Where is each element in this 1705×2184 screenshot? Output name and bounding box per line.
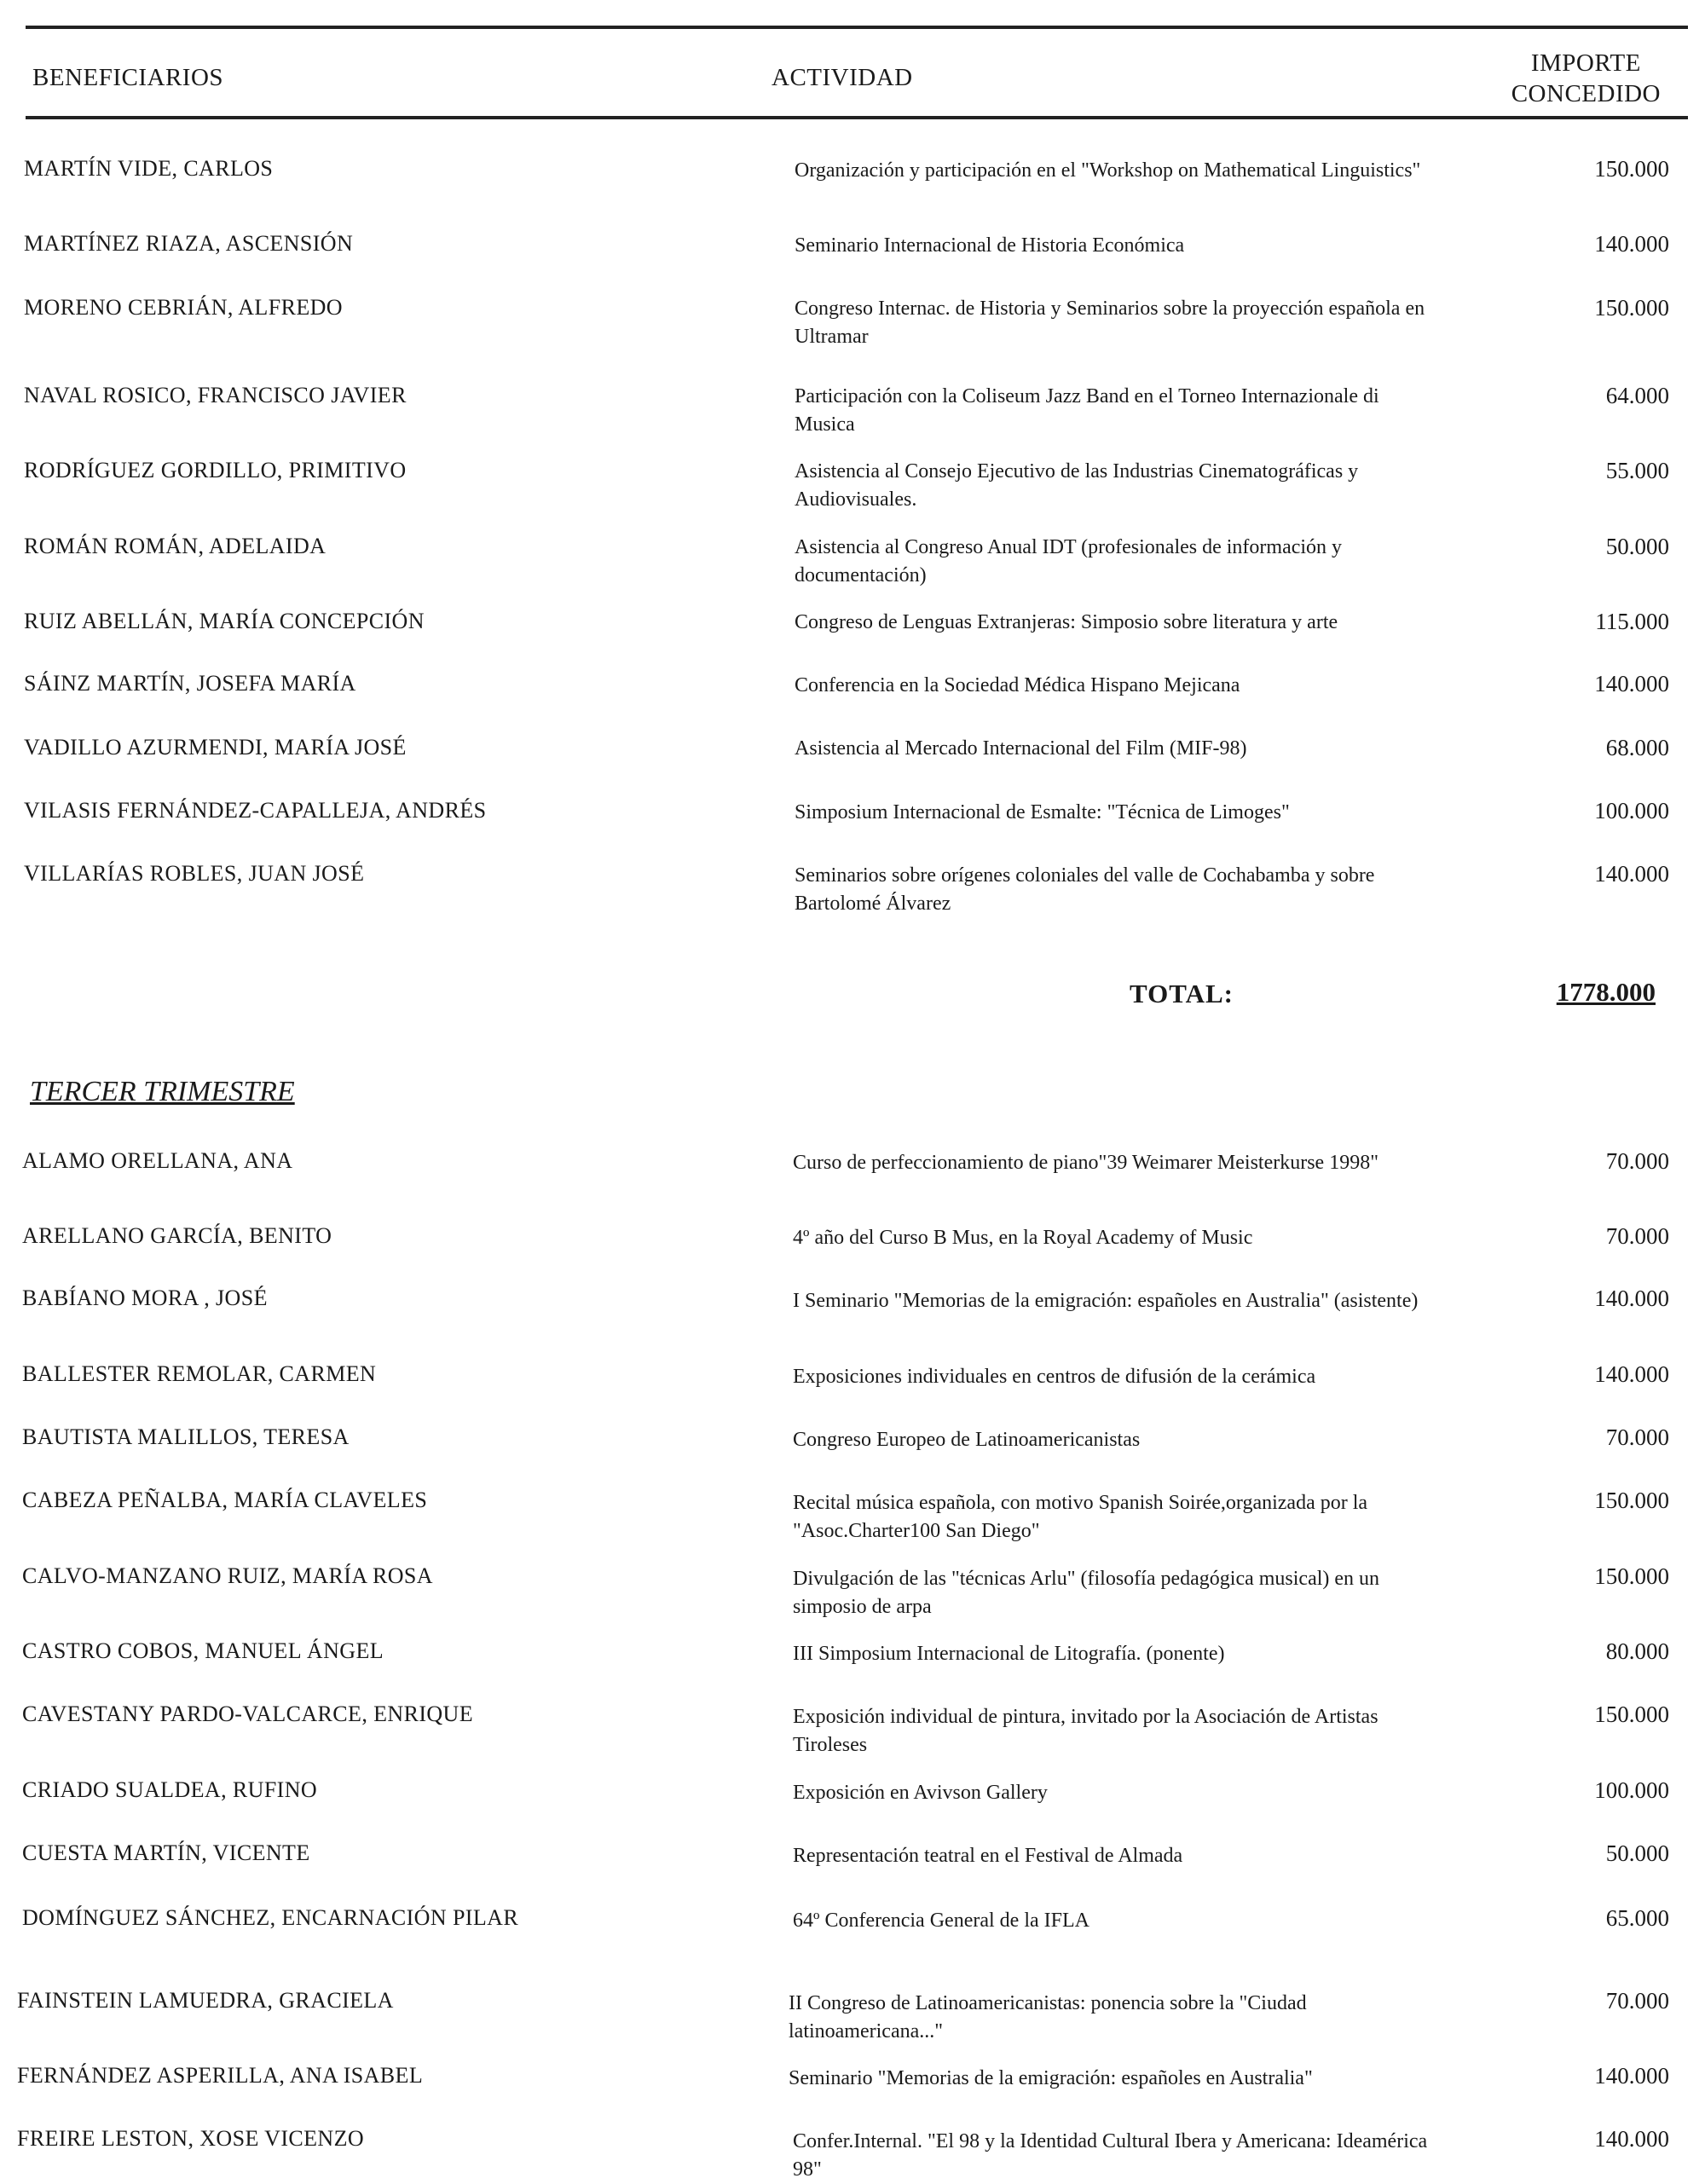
beneficiary-name: FERNÁNDEZ ASPERILLA, ANA ISABEL bbox=[17, 2063, 424, 2088]
beneficiary-name: FAINSTEIN LAMUEDRA, GRACIELA bbox=[17, 1988, 394, 2013]
amount-value: 64.000 bbox=[1605, 383, 1669, 408]
beneficiary-name: BAUTISTA MALILLOS, TERESA bbox=[22, 1424, 350, 1449]
activity-text: Congreso Internac. de Historia y Seminarios sobre la proyección española en Ultramar bbox=[795, 298, 1425, 348]
activity-text: Exposiciones individuales en centros de difusión de la cerámica bbox=[793, 1366, 1316, 1388]
amount-value: 140.000 bbox=[1594, 2126, 1669, 2152]
activity-text: 4º año del Curso B Mus, en la Royal Academy of Music bbox=[793, 1227, 1253, 1249]
activity-text: Seminario "Memorias de la emigración: españoles en Australia" bbox=[789, 2067, 1313, 2089]
amount-value: 150.000 bbox=[1594, 1702, 1669, 1727]
section-title: TERCER TRIMESTRE bbox=[30, 1076, 295, 1107]
beneficiary-name: ALAMO ORELLANA, ANA bbox=[22, 1148, 293, 1173]
activity-text: Conferencia en la Sociedad Médica Hispano Mejicana bbox=[795, 674, 1240, 696]
activity-text: Seminario Internacional de Historia Económica bbox=[795, 234, 1185, 257]
amount-value: 140.000 bbox=[1594, 1286, 1669, 1311]
amount-value: 140.000 bbox=[1594, 1361, 1669, 1387]
activity-text: Recital música española, con motivo Spanish Soirée,organizada por la "Asoc.Charter100 San Diego" bbox=[793, 1492, 1368, 1542]
activity-text: Congreso de Lenguas Extranjeras: Simposio sobre literatura y arte bbox=[795, 611, 1338, 633]
amount-value: 140.000 bbox=[1594, 671, 1669, 696]
beneficiary-name: DOMÍNGUEZ SÁNCHEZ, ENCARNACIÓN PILAR bbox=[22, 1905, 519, 1930]
beneficiary-name: VADILLO AZURMENDI, MARÍA JOSÉ bbox=[24, 735, 407, 760]
activity-text: Simposium Internacional de Esmalte: "Técnica de Limoges" bbox=[795, 801, 1290, 823]
beneficiary-name: VILLARÍAS ROBLES, JUAN JOSÉ bbox=[24, 861, 365, 886]
beneficiary-name: CASTRO COBOS, MANUEL ÁNGEL bbox=[22, 1638, 384, 1663]
beneficiary-name: FREIRE LESTON, XOSE VICENZO bbox=[17, 2126, 365, 2151]
amount-value: 150.000 bbox=[1594, 1488, 1669, 1513]
activity-text: Organización y participación en el "Workshop on Mathematical Linguistics" bbox=[795, 159, 1421, 182]
total-value: 1778.000 bbox=[1556, 977, 1656, 1007]
amount-value: 80.000 bbox=[1605, 1638, 1669, 1664]
beneficiary-name: MARTÍN VIDE, CARLOS bbox=[24, 156, 274, 181]
amount-value: 140.000 bbox=[1594, 231, 1669, 257]
beneficiary-name: CUESTA MARTÍN, VICENTE bbox=[22, 1840, 310, 1865]
amount-value: 70.000 bbox=[1605, 1148, 1669, 1174]
amount-value: 100.000 bbox=[1594, 798, 1669, 823]
beneficiary-name: CRIADO SUALDEA, RUFINO bbox=[22, 1777, 318, 1802]
activity-text: Divulgación de las "técnicas Arlu" (filosofía pedagógica musical) en un simposio de arpa bbox=[793, 1568, 1380, 1618]
activity-text: Asistencia al Congreso Anual IDT (profesionales de información y documentación) bbox=[795, 536, 1343, 586]
amount-value: 55.000 bbox=[1605, 458, 1669, 483]
header-importe-line2: CONCEDIDO bbox=[1511, 80, 1661, 107]
header-rule bbox=[26, 116, 1688, 119]
amount-value: 65.000 bbox=[1605, 1905, 1669, 1931]
beneficiary-name: ARELLANO GARCÍA, BENITO bbox=[22, 1223, 332, 1248]
beneficiary-name: CAVESTANY PARDO-VALCARCE, ENRIQUE bbox=[22, 1702, 474, 1726]
activity-text: Participación con la Coliseum Jazz Band en el Torneo Internazionale di Musica bbox=[795, 385, 1379, 436]
amount-value: 150.000 bbox=[1594, 295, 1669, 321]
beneficiary-name: RODRÍGUEZ GORDILLO, PRIMITIVO bbox=[24, 458, 407, 482]
amount-value: 68.000 bbox=[1605, 735, 1669, 760]
beneficiary-name: MARTÍNEZ RIAZA, ASCENSIÓN bbox=[24, 231, 354, 256]
beneficiary-name: NAVAL ROSICO, FRANCISCO JAVIER bbox=[24, 383, 407, 407]
header-beneficiarios: BENEFICIARIOS bbox=[32, 64, 224, 91]
header-importe-line1: IMPORTE bbox=[1530, 49, 1641, 77]
amount-value: 50.000 bbox=[1605, 1840, 1669, 1866]
beneficiary-name: CALVO-MANZANO RUIZ, MARÍA ROSA bbox=[22, 1563, 433, 1588]
activity-text: Seminarios sobre orígenes coloniales del valle de Cochabamba y sobre Bartolomé Álvarez bbox=[795, 864, 1375, 915]
header-importe bbox=[1511, 48, 1661, 109]
amount-value: 70.000 bbox=[1605, 1988, 1669, 2014]
header-actividad: ACTIVIDAD bbox=[772, 64, 913, 91]
activity-text: II Congreso de Latinoamericanistas: ponencia sobre la "Ciudad latinoamericana..." bbox=[789, 1992, 1307, 2042]
beneficiary-name: RUIZ ABELLÁN, MARÍA CONCEPCIÓN bbox=[24, 609, 425, 633]
activity-text: III Simposium Internacional de Litografía. (ponente) bbox=[793, 1643, 1225, 1665]
beneficiary-name: VILASIS FERNÁNDEZ-CAPALLEJA, ANDRÉS bbox=[24, 798, 487, 823]
activity-text: 64º Conferencia General de la IFLA bbox=[793, 1910, 1089, 1932]
top-rule bbox=[26, 26, 1688, 29]
activity-text: Congreso Europeo de Latinoamericanistas bbox=[793, 1429, 1141, 1451]
beneficiary-name: BALLESTER REMOLAR, CARMEN bbox=[22, 1361, 377, 1386]
amount-value: 140.000 bbox=[1594, 2063, 1669, 2089]
amount-value: 140.000 bbox=[1594, 861, 1669, 887]
amount-value: 70.000 bbox=[1605, 1424, 1669, 1450]
beneficiary-name: ROMÁN ROMÁN, ADELAIDA bbox=[24, 534, 327, 558]
activity-text: Curso de perfeccionamiento de piano"39 Weimarer Meisterkurse 1998" bbox=[793, 1152, 1378, 1174]
amount-value: 50.000 bbox=[1605, 534, 1669, 559]
beneficiary-name: MORENO CEBRIÁN, ALFREDO bbox=[24, 295, 343, 320]
activity-text: I Seminario "Memorias de la emigración: españoles en Australia" (asistente) bbox=[793, 1290, 1419, 1312]
amount-value: 150.000 bbox=[1594, 1563, 1669, 1589]
amount-value: 115.000 bbox=[1595, 609, 1669, 634]
activity-text: Representación teatral en el Festival de Almada bbox=[793, 1845, 1183, 1867]
activity-text: Confer.Internal. "El 98 y la Identidad Cultural Ibera y Americana: Ideamérica 98" bbox=[793, 2130, 1428, 2181]
activity-text: Asistencia al Mercado Internacional del Film (MIF-98) bbox=[795, 737, 1247, 760]
activity-text: Exposición individual de pintura, invitado por la Asociación de Artistas Tiroleses bbox=[793, 1706, 1378, 1756]
amount-value: 70.000 bbox=[1605, 1223, 1669, 1249]
amount-value: 100.000 bbox=[1594, 1777, 1669, 1803]
activity-text: Exposición en Avivson Gallery bbox=[793, 1782, 1048, 1804]
activity-text: Asistencia al Consejo Ejecutivo de las Industrias Cinematográficas y Audiovisuales. bbox=[795, 460, 1359, 511]
beneficiary-name: SÁINZ MARTÍN, JOSEFA MARÍA bbox=[24, 671, 356, 696]
beneficiary-name: CABEZA PEÑALBA, MARÍA CLAVELES bbox=[22, 1488, 428, 1512]
beneficiary-name: BABÍANO MORA , JOSÉ bbox=[22, 1286, 268, 1310]
total-label: TOTAL: bbox=[1130, 979, 1234, 1008]
amount-value: 150.000 bbox=[1594, 156, 1669, 182]
